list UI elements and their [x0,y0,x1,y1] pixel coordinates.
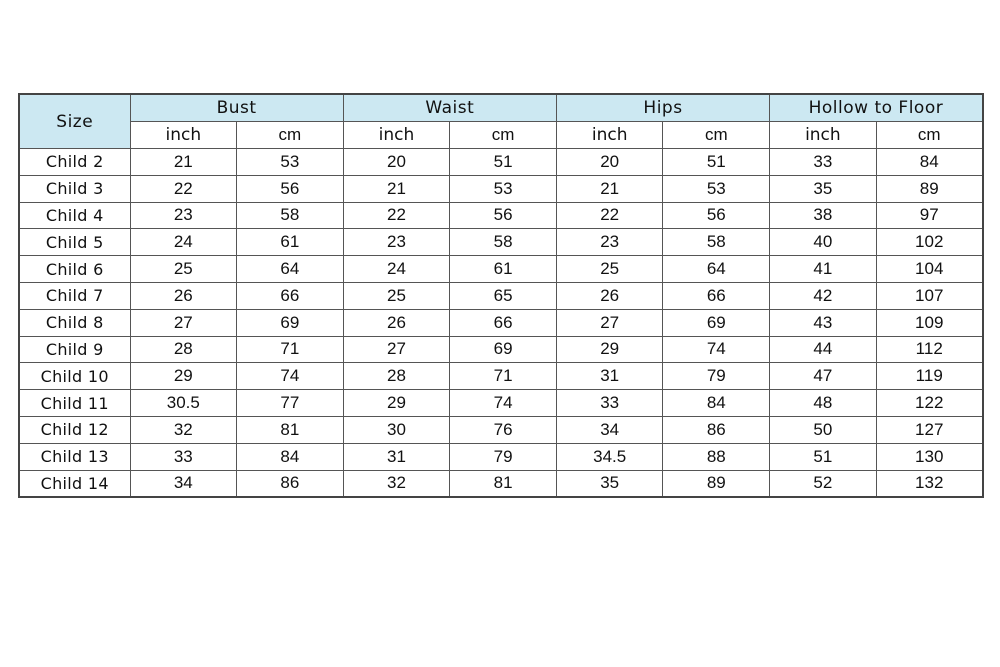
measurement-cell: 77 [237,390,344,417]
measurement-cell: 71 [237,336,344,363]
size-chart-body [19,149,983,498]
measurement-cell: 122 [876,390,983,417]
size-cell: Child 14 [19,470,130,497]
measurement-cell: 66 [663,282,770,309]
measurement-cell: 89 [876,175,983,202]
size-column-header: Size [19,94,130,149]
measurement-cell: 33 [130,443,237,470]
measurement-cell: 112 [876,336,983,363]
size-cell: Child 10 [19,363,130,390]
measurement-cell: 51 [663,149,770,176]
measurement-cell: 29 [130,363,237,390]
measurement-cell: 64 [237,256,344,283]
measurement-cell: 53 [237,149,344,176]
measurement-cell: 29 [343,390,450,417]
table-row [19,175,983,202]
table-row [19,229,983,256]
measurement-cell: 25 [343,282,450,309]
measurement-cell: 119 [876,363,983,390]
measurement-cell: 34.5 [556,443,663,470]
measurement-cell: 35 [556,470,663,497]
measurement-cell: 127 [876,416,983,443]
measurement-cell: 74 [663,336,770,363]
measurement-cell: 22 [130,175,237,202]
measurement-cell: 53 [663,175,770,202]
table-row [19,363,983,390]
group-header-hollow-to-floor: Hollow to Floor [770,94,983,122]
unit-header-hollow-inch: inch [770,122,877,149]
measurement-cell: 32 [130,416,237,443]
group-header-row [19,94,983,122]
measurement-cell: 30 [343,416,450,443]
table-row [19,282,983,309]
measurement-cell: 107 [876,282,983,309]
measurement-cell: 32 [343,470,450,497]
measurement-cell: 34 [130,470,237,497]
measurement-cell: 25 [130,256,237,283]
measurement-cell: 61 [237,229,344,256]
measurement-cell: 79 [663,363,770,390]
measurement-cell: 56 [237,175,344,202]
measurement-cell: 23 [130,202,237,229]
measurement-cell: 25 [556,256,663,283]
table-row [19,256,983,283]
measurement-cell: 42 [770,282,877,309]
measurement-cell: 65 [450,282,557,309]
measurement-cell: 22 [343,202,450,229]
measurement-cell: 58 [663,229,770,256]
measurement-cell: 20 [343,149,450,176]
measurement-cell: 58 [237,202,344,229]
measurement-cell: 130 [876,443,983,470]
group-header-waist: Waist [343,94,556,122]
measurement-cell: 31 [343,443,450,470]
measurement-cell: 69 [237,309,344,336]
size-cell: Child 5 [19,229,130,256]
unit-header-waist-inch: inch [343,122,450,149]
size-cell: Child 9 [19,336,130,363]
size-cell: Child 13 [19,443,130,470]
measurement-cell: 34 [556,416,663,443]
measurement-cell: 35 [770,175,877,202]
measurement-cell: 40 [770,229,877,256]
size-chart-table [18,93,984,498]
size-cell: Child 2 [19,149,130,176]
measurement-cell: 26 [343,309,450,336]
measurement-cell: 88 [663,443,770,470]
measurement-cell: 66 [450,309,557,336]
measurement-cell: 50 [770,416,877,443]
measurement-cell: 21 [130,149,237,176]
measurement-cell: 28 [343,363,450,390]
measurement-cell: 104 [876,256,983,283]
table-row [19,149,983,176]
measurement-cell: 69 [450,336,557,363]
unit-header-bust-inch: inch [130,122,237,149]
unit-header-hips-inch: inch [556,122,663,149]
measurement-cell: 97 [876,202,983,229]
table-row [19,202,983,229]
measurement-cell: 69 [663,309,770,336]
measurement-cell: 74 [237,363,344,390]
measurement-cell: 28 [130,336,237,363]
group-header-hips: Hips [556,94,769,122]
measurement-cell: 102 [876,229,983,256]
measurement-cell: 58 [450,229,557,256]
table-row [19,416,983,443]
size-cell: Child 3 [19,175,130,202]
measurement-cell: 84 [663,390,770,417]
size-cell: Child 8 [19,309,130,336]
measurement-cell: 89 [663,470,770,497]
unit-header-hollow-cm: cm [876,122,983,149]
table-row [19,470,983,497]
measurement-cell: 43 [770,309,877,336]
measurement-cell: 56 [663,202,770,229]
measurement-cell: 23 [343,229,450,256]
measurement-cell: 38 [770,202,877,229]
measurement-cell: 66 [237,282,344,309]
measurement-cell: 30.5 [130,390,237,417]
unit-header-hips-cm: cm [663,122,770,149]
size-chart-container [18,93,982,498]
measurement-cell: 22 [556,202,663,229]
measurement-cell: 61 [450,256,557,283]
measurement-cell: 81 [450,470,557,497]
measurement-cell: 51 [450,149,557,176]
measurement-cell: 27 [343,336,450,363]
size-cell: Child 11 [19,390,130,417]
measurement-cell: 53 [450,175,557,202]
measurement-cell: 24 [343,256,450,283]
measurement-cell: 109 [876,309,983,336]
table-row [19,309,983,336]
measurement-cell: 76 [450,416,557,443]
measurement-cell: 71 [450,363,557,390]
table-row [19,390,983,417]
measurement-cell: 51 [770,443,877,470]
measurement-cell: 21 [343,175,450,202]
measurement-cell: 81 [237,416,344,443]
measurement-cell: 52 [770,470,877,497]
measurement-cell: 20 [556,149,663,176]
measurement-cell: 27 [130,309,237,336]
size-cell: Child 7 [19,282,130,309]
table-row [19,336,983,363]
size-cell: Child 6 [19,256,130,283]
measurement-cell: 26 [556,282,663,309]
measurement-cell: 84 [876,149,983,176]
size-cell: Child 4 [19,202,130,229]
measurement-cell: 84 [237,443,344,470]
measurement-cell: 74 [450,390,557,417]
measurement-cell: 23 [556,229,663,256]
unit-header-waist-cm: cm [450,122,557,149]
measurement-cell: 132 [876,470,983,497]
unit-header-bust-cm: cm [237,122,344,149]
measurement-cell: 21 [556,175,663,202]
measurement-cell: 26 [130,282,237,309]
measurement-cell: 48 [770,390,877,417]
measurement-cell: 56 [450,202,557,229]
measurement-cell: 86 [237,470,344,497]
measurement-cell: 24 [130,229,237,256]
measurement-cell: 29 [556,336,663,363]
unit-header-row [19,122,983,149]
group-header-bust: Bust [130,94,343,122]
measurement-cell: 64 [663,256,770,283]
measurement-cell: 41 [770,256,877,283]
measurement-cell: 44 [770,336,877,363]
measurement-cell: 31 [556,363,663,390]
table-row [19,443,983,470]
size-cell: Child 12 [19,416,130,443]
measurement-cell: 79 [450,443,557,470]
measurement-cell: 86 [663,416,770,443]
measurement-cell: 27 [556,309,663,336]
measurement-cell: 47 [770,363,877,390]
measurement-cell: 33 [556,390,663,417]
measurement-cell: 33 [770,149,877,176]
